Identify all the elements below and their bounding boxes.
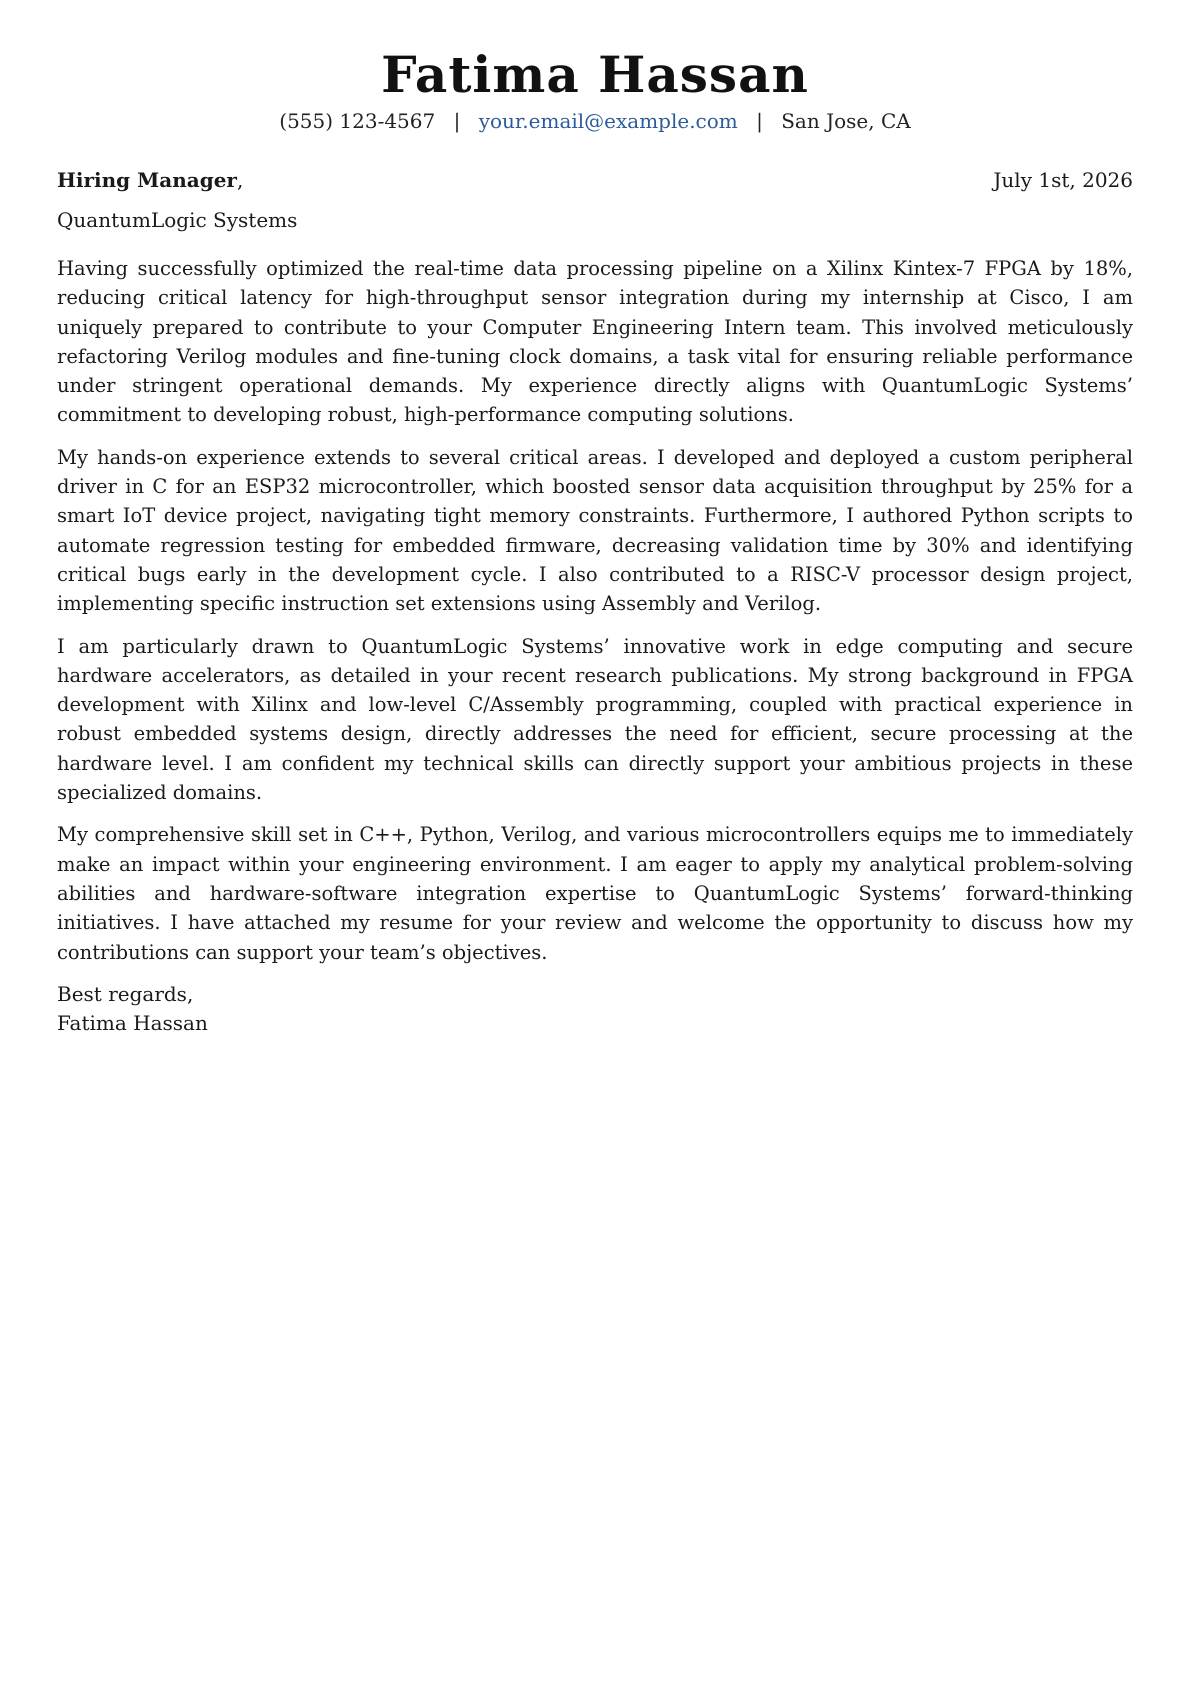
recipient-title: Hiring Manager	[57, 168, 237, 192]
closing-salutation: Best regards,	[57, 981, 194, 1006]
recipient	[57, 166, 243, 194]
body-paragraph: My comprehensive skill set in C++, Python, Verilog, and various microcontrollers equips me to immediately make an impact within your engineering environment. I am eager to apply my analytical problem-solving abilities and hardware-software integration expertise to QuantumLogic Systems’ forward-thinking initiatives. I have attached my resume for your review and welcome the opportunity to discuss how my contributions can support your team’s objectives.	[57, 823, 1133, 964]
letter-body	[57, 254, 1133, 967]
recipient-company: QuantumLogic Systems	[57, 208, 298, 232]
body-paragraph: Having successfully optimized the real-time data processing pipeline on a Xilinx Kintex-7 FPGA by 18%, reducing critical latency for high-throughput sensor integration during my internship at Cisco, I am uniquely prepared to contribute to your Computer Engineering Intern team. This involved meticulously refactoring Verilog modules and fine-tuning clock domains, a task vital for ensuring reliable performance under stringent operational demands. My experience directly aligns with QuantumLogic Systems’ commitment to developing robust, high-performance computing solutions.	[57, 257, 1133, 427]
phone-number: (555) 123-4567	[279, 109, 436, 133]
contact-separator: |	[756, 109, 763, 133]
body-paragraph: My hands-on experience extends to several critical areas. I developed and deployed a custom peripheral driver in C for an ESP32 microcontroller, which boosted sensor data acquisition throughput by 25% for a smart IoT device project, navigating tight memory constraints. Furthermore, I authored Python scripts to automate regression testing for embedded firmware, decreasing validation time by 30% and identifying critical bugs early in the development cycle. I also contributed to a RISC-V processor design project, implementing specific instruction set extensions using Assembly and Verilog.	[57, 445, 1133, 616]
contact-line	[57, 106, 1133, 136]
signature-name: Fatima Hassan	[57, 1010, 208, 1035]
recipient-comma: ,	[236, 168, 244, 192]
email-link[interactable]: your.email@example.com	[478, 109, 738, 133]
location: San Jose, CA	[781, 109, 911, 133]
body-paragraph: I am particularly drawn to QuantumLogic Systems’ innovative work in edge computing and secure hardware accelerators, as detailed in your recent research publications. My strong background in FPGA development with Xilinx and low-level C/Assembly programming, coupled with practical experience in robust embedded systems design, directly addresses the need for efficient, secure processing at the hardware level. I am confident my technical skills can directly support your ambitious projects in these specialized domains.	[57, 634, 1133, 805]
recipient-date-row	[57, 166, 1133, 194]
closing-block	[57, 980, 1133, 1038]
applicant-name: Fatima Hassan	[381, 45, 809, 104]
letter-date: July 1st, 2026	[993, 168, 1133, 192]
contact-separator: |	[453, 109, 461, 133]
